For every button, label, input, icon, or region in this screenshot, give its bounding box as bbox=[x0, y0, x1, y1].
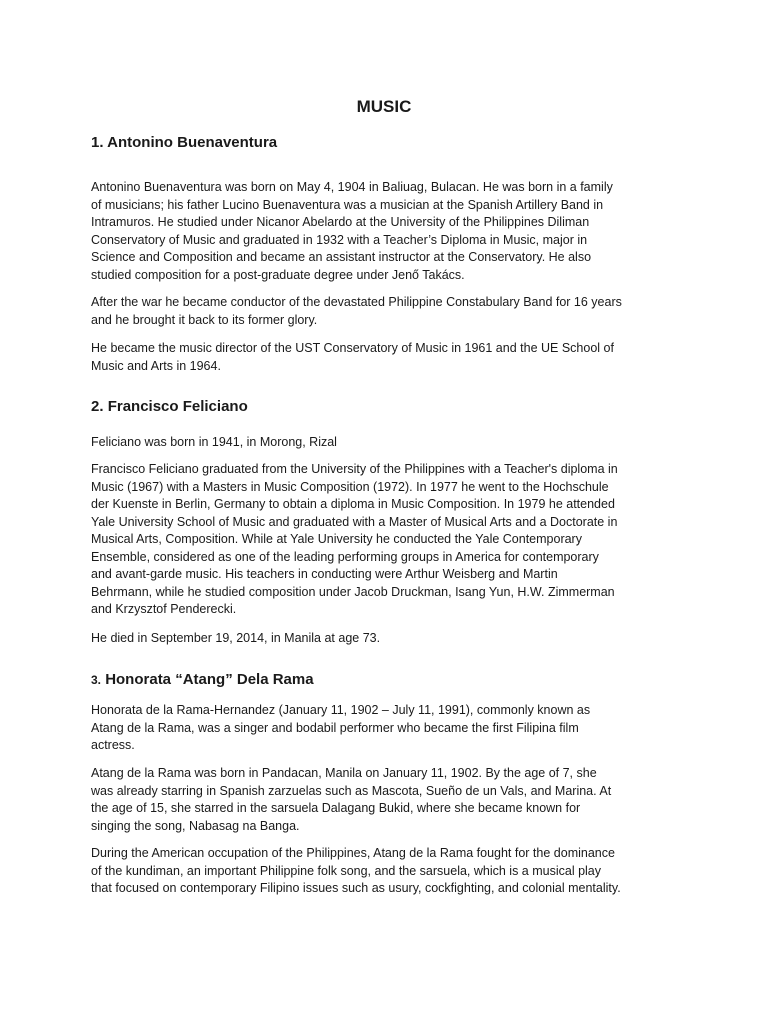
page-title: MUSIC bbox=[356, 97, 412, 116]
text-line: and avant-garde music. His teachers in conducting were Arthur Weisberg and Martin bbox=[91, 567, 558, 581]
text-line: Atang de la Rama, was a singer and bodabil performer who became the first Filipina film bbox=[91, 720, 579, 735]
text-line: Intramuros. He studied under Nicanor Abelardo at the University of the Philippines Diliman bbox=[91, 215, 590, 229]
paragraph bbox=[91, 765, 691, 835]
text-line: After the war he became conductor of the devastated Philippine Constabulary Band for 16 years bbox=[91, 295, 622, 309]
text-line: He died in September 19, 2014, in Manila at age 73. bbox=[91, 631, 381, 645]
text-line: Francisco Feliciano graduated from the University of the Philippines with a Teacher's diploma in bbox=[91, 462, 618, 476]
text-line: actress. bbox=[91, 738, 135, 752]
paragraph bbox=[91, 845, 691, 898]
text-line: Behrmann, while he studied composition under Jacob Druckman, Isang Yun, H.W. Zimmerman bbox=[91, 584, 615, 599]
text-line: studied composition for a post-graduate degree under Jenő Takács. bbox=[91, 267, 465, 282]
text-line: Music (1967) with a Masters in Music Composition (1972). In 1977 he went to the Hochschule bbox=[91, 479, 609, 494]
text-line: of musicians; his father Lucino Buenaventura was a musician at the Spanish Artillery Band in bbox=[91, 197, 604, 212]
section-heading-feliciano bbox=[91, 397, 248, 417]
text-line: Feliciano was born in 1941, in Morong, Rizal bbox=[91, 435, 337, 449]
paragraph bbox=[91, 630, 691, 648]
paragraph bbox=[91, 294, 691, 329]
text-line: Honorata de la Rama-Hernandez (January 11, 1902 – July 11, 1991), commonly known as bbox=[91, 703, 591, 717]
text-line: He became the music director of the UST Conservatory of Music in 1961 and the UE School of bbox=[91, 341, 614, 355]
section-title: Antonino Buenaventura bbox=[107, 134, 278, 151]
text-line: Science and Composition and became an assistant instructor at the Conservatory. He also bbox=[91, 250, 592, 264]
text-line: that focused on contemporary Filipino issues such as usury, cockfighting, and colonial mentality. bbox=[91, 881, 621, 895]
paragraph bbox=[91, 179, 691, 284]
text-line: the age of 15, she starred in the sarsuela Dalagang Bukid, where she became known for bbox=[91, 801, 581, 815]
section-number: 3. bbox=[91, 673, 102, 687]
section-heading-dela-rama bbox=[91, 670, 314, 690]
text-line: of the kundiman, an important Philippine folk song, and the sarsuela, which is a musical play bbox=[91, 863, 602, 878]
text-line: Antonino Buenaventura was born on May 4, 1904 in Baliuag, Bulacan. He was born in a family bbox=[91, 180, 613, 194]
paragraph bbox=[91, 340, 691, 375]
section-title: Francisco Feliciano bbox=[107, 398, 248, 415]
paragraph bbox=[91, 461, 691, 619]
text-line: Conservatory of Music and graduated in 1932 with a Teacher’s Diploma in Music, major in bbox=[91, 232, 588, 247]
paragraph bbox=[91, 702, 691, 755]
text-line: Musical Arts, Composition. While at Yale University he conducted the Yale Contemporary bbox=[91, 532, 582, 546]
text-line: and he brought it back to its former glory. bbox=[91, 312, 318, 327]
text-line: Music and Arts in 1964. bbox=[91, 358, 221, 373]
text-line: singing the song, Nabasag na Banga. bbox=[91, 818, 300, 833]
section-heading-buenaventura bbox=[91, 133, 277, 153]
text-line: Ensemble, considered as one of the leading performing groups in America for contemporary bbox=[91, 549, 599, 564]
text-line: and Krzysztof Penderecki. bbox=[91, 602, 237, 616]
text-line: der Kuenste in Berlin, Germany to obtain a diploma in Music Composition. In 1979 he attended bbox=[91, 497, 615, 511]
section-number: 1. bbox=[91, 134, 104, 151]
section-title: Honorata “Atang” Dela Rama bbox=[105, 671, 314, 688]
text-line: was already starring in Spanish zarzuelas such as Mascota, Sueño de un Vals, and Marina. At bbox=[91, 783, 612, 798]
text-line: Atang de la Rama was born in Pandacan, Manila on January 11, 1902. By the age of 7, she bbox=[91, 766, 597, 780]
section-number: 2. bbox=[91, 398, 104, 415]
text-line: During the American occupation of the Philippines, Atang de la Rama fought for the dominance bbox=[91, 846, 615, 860]
text-line: Yale University School of Music and graduated with a Master of Musical Arts and a Doctorate in bbox=[91, 514, 618, 529]
paragraph bbox=[91, 434, 691, 452]
